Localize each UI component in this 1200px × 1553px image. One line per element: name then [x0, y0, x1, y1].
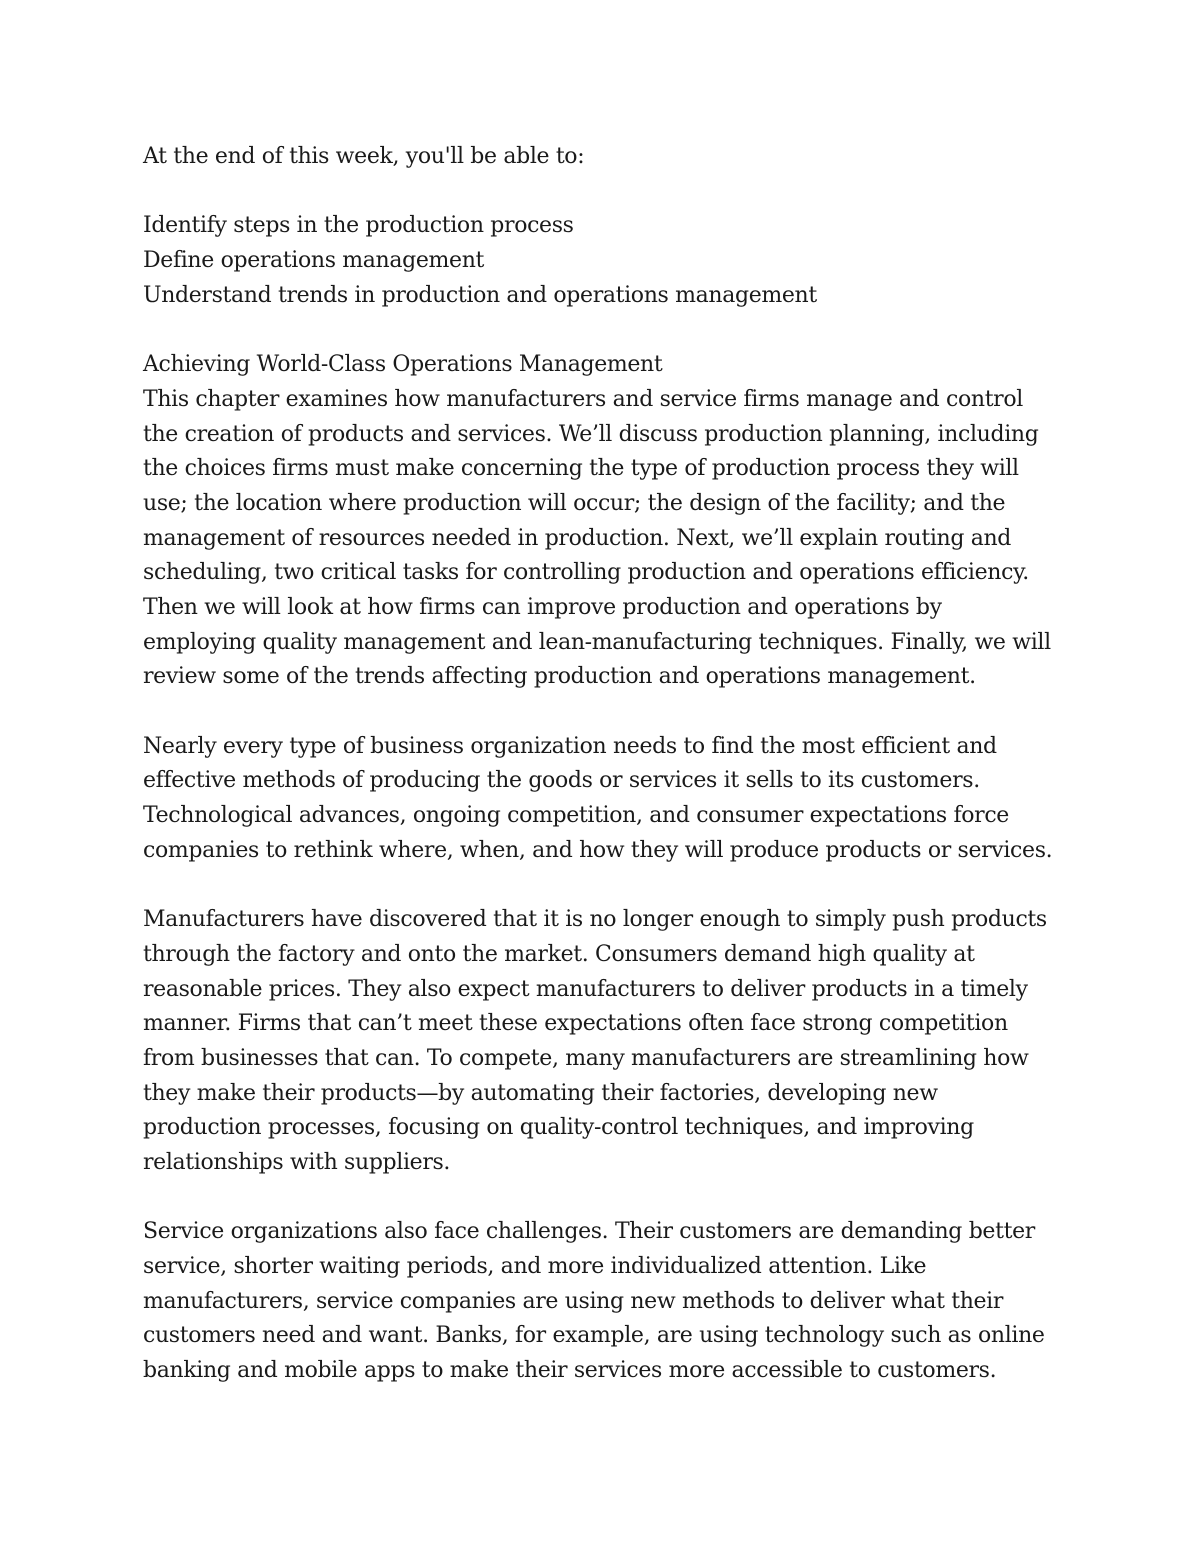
- paragraph-line: This chapter examines how manufacturers and service firms manage and control: [143, 386, 1023, 412]
- paragraph-line: scheduling, two critical tasks for controlling production and operations efficiency.: [143, 560, 1029, 586]
- spacer: [143, 1181, 1083, 1216]
- paragraph-line: they make their products—by automating their factories, developing new: [143, 1080, 938, 1106]
- objective-item: Understand trends in production and operations management: [143, 282, 817, 308]
- objective-item: Identify steps in the production process: [143, 213, 574, 239]
- paragraph-line: from businesses that can. To compete, many manufacturers are streamlining how: [143, 1045, 1029, 1071]
- paragraph-line: Nearly every type of business organization needs to find the most efficient and: [143, 733, 997, 759]
- paragraph-line: the creation of products and services. We’ll discuss production planning, including: [143, 421, 1039, 447]
- paragraph-line: Manufacturers have discovered that it is no longer enough to simply push products: [143, 907, 1047, 933]
- paragraph-line: effective methods of producing the goods or services it sells to its customers.: [143, 768, 980, 794]
- paragraph-line: banking and mobile apps to make their services more accessible to customers.: [143, 1358, 997, 1384]
- paragraph-line: through the factory and onto the market. Consumers demand high quality at: [143, 941, 975, 967]
- paragraph-3: [143, 903, 1083, 1181]
- paragraph-line: Then we will look at how firms can improve production and operations by: [143, 594, 942, 620]
- document-page: [143, 140, 1083, 1389]
- spacer: [143, 175, 1083, 210]
- spacer: [143, 868, 1083, 903]
- objective-item: Define operations management: [143, 248, 485, 274]
- paragraph-line: management of resources needed in production. Next, we’ll explain routing and: [143, 525, 1012, 551]
- paragraph-line: use; the location where production will occur; the design of the facility; and the: [143, 490, 1006, 516]
- paragraph-line: relationships with suppliers.: [143, 1149, 451, 1175]
- paragraph-line: Technological advances, ongoing competition, and consumer expectations force: [143, 803, 1009, 829]
- paragraph-line: manner. Firms that can’t meet these expectations often face strong competition: [143, 1011, 1008, 1037]
- paragraph-line: customers need and want. Banks, for example, are using technology such as online: [143, 1323, 1045, 1349]
- paragraph-line: reasonable prices. They also expect manufacturers to deliver products in a timely: [143, 976, 1028, 1002]
- paragraph-line: Service organizations also face challenges. Their customers are demanding better: [143, 1219, 1035, 1245]
- paragraph-line: the choices firms must make concerning the type of production process they will: [143, 456, 1019, 482]
- spacer: [143, 313, 1083, 348]
- section-title: Achieving World-Class Operations Management: [143, 352, 663, 378]
- paragraph-line: review some of the trends affecting production and operations management.: [143, 664, 976, 690]
- paragraph-line: employing quality management and lean-manufacturing techniques. Finally, we will: [143, 629, 1051, 655]
- paragraph-4: [143, 1215, 1083, 1388]
- paragraph-2: [143, 730, 1083, 869]
- objectives-list: [143, 209, 1083, 313]
- paragraph-1: [143, 383, 1083, 695]
- paragraph-line: service, shorter waiting periods, and more individualized attention. Like: [143, 1254, 927, 1279]
- intro-text: At the end of this week, you'll be able to:: [143, 144, 585, 169]
- paragraph-line: companies to rethink where, when, and how they will produce products or services.: [143, 837, 1053, 863]
- paragraph-line: production processes, focusing on quality-control techniques, and improving: [143, 1115, 974, 1141]
- paragraph-line: manufacturers, service companies are using new methods to deliver what their: [143, 1288, 1004, 1314]
- spacer: [143, 695, 1083, 730]
